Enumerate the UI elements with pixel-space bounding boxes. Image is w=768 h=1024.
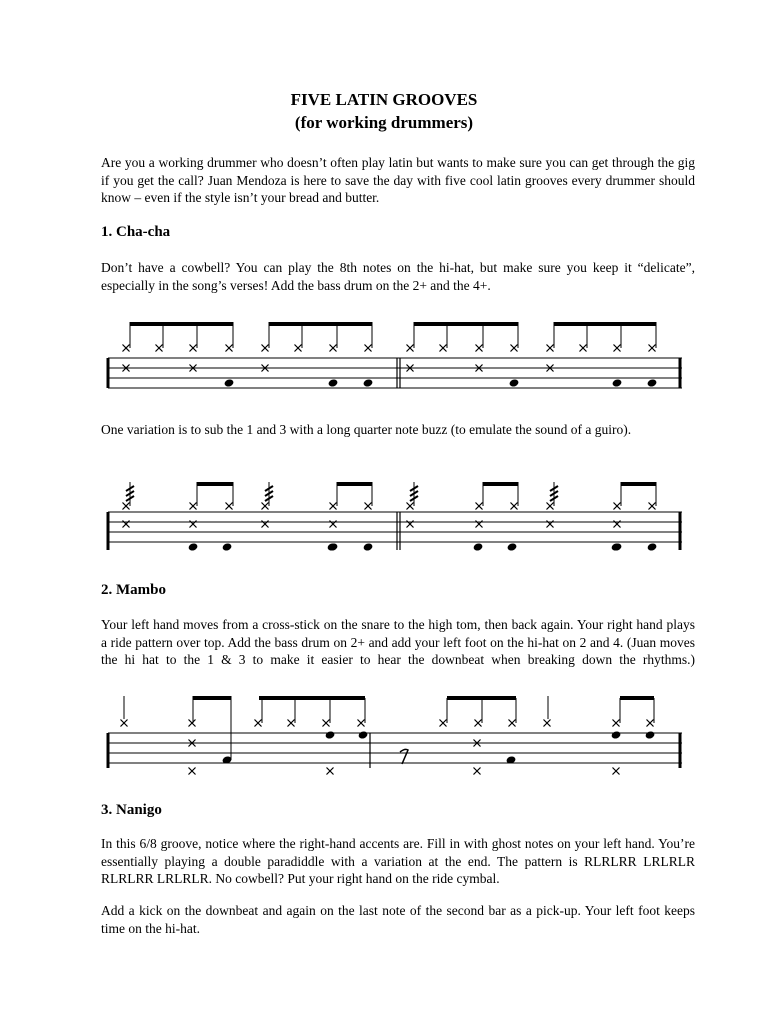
x-notehead xyxy=(327,768,334,775)
x-notehead xyxy=(330,345,337,352)
notehead xyxy=(612,378,623,387)
x-notehead xyxy=(189,768,196,775)
section-heading-mambo: 2. Mambo xyxy=(101,582,166,598)
notehead xyxy=(325,730,336,739)
notation-staff-cha-cha xyxy=(100,310,690,395)
x-notehead xyxy=(407,345,414,352)
x-notehead xyxy=(647,720,654,727)
x-notehead xyxy=(121,720,128,727)
x-notehead xyxy=(440,720,447,727)
section-heading-nanigo: 3. Nanigo xyxy=(101,802,162,818)
x-notehead xyxy=(580,345,587,352)
buzz-roll-mark xyxy=(126,486,134,501)
notehead xyxy=(647,378,658,387)
x-notehead xyxy=(511,503,518,510)
x-notehead xyxy=(614,503,621,510)
notation-staff-cha-cha-variation xyxy=(100,472,690,557)
x-notehead xyxy=(509,720,516,727)
x-notehead xyxy=(475,720,482,727)
staff-lines xyxy=(108,358,682,388)
x-notehead xyxy=(649,503,656,510)
x-notehead xyxy=(189,720,196,727)
notehead xyxy=(611,730,622,739)
notehead xyxy=(612,542,623,551)
x-notehead xyxy=(295,345,302,352)
buzz-roll-mark xyxy=(265,486,273,501)
mambo-paragraph-1: Your left hand moves from a cross-stick on the snare to the high tom, then back again. Your right hand plays a ride pattern over top. Add the bass drum on 2+ and add your left foot on the hi-hat on 2 and 4. (Juan moves the hi hat to the 1 & 3 to make it easier to hear the downbeat when breaking down the rhythms.) xyxy=(101,617,695,667)
x-notehead xyxy=(365,503,372,510)
staff-lines xyxy=(108,733,682,763)
notehead xyxy=(507,542,518,551)
x-notehead xyxy=(226,503,233,510)
x-notehead xyxy=(407,503,414,510)
notehead xyxy=(363,378,374,387)
x-notehead xyxy=(190,345,197,352)
document-title: FIVE LATIN GROOVES xyxy=(290,90,478,109)
x-notehead xyxy=(262,345,269,352)
notehead xyxy=(473,542,484,551)
x-notehead xyxy=(358,720,365,727)
cha-cha-paragraph-2: One variation is to sub the 1 and 3 with a long quarter note buzz (to emulate the sound of a guiro). xyxy=(101,422,632,437)
notehead xyxy=(224,378,235,387)
nanigo-paragraph-1: In this 6/8 groove, notice where the right-hand accents are. Fill in with ghost notes on your left hand. You’re essentially playing a double paradiddle with a variation at the end. The pattern is RLRLRR LRLRLR RLRLRR LRLRLR. No cowbell? Put your right hand on the ride cymbal. xyxy=(101,836,695,886)
x-notehead xyxy=(156,345,163,352)
staff-lines xyxy=(108,512,682,542)
x-notehead xyxy=(476,503,483,510)
notehead xyxy=(328,378,339,387)
x-notehead xyxy=(613,768,620,775)
x-notehead xyxy=(323,720,330,727)
buzz-roll-mark xyxy=(550,486,558,501)
x-notehead xyxy=(476,345,483,352)
x-notehead xyxy=(614,345,621,352)
x-notehead xyxy=(474,768,481,775)
notehead xyxy=(647,542,658,551)
x-notehead xyxy=(123,345,130,352)
x-notehead xyxy=(226,345,233,352)
notehead xyxy=(363,542,374,551)
notehead xyxy=(645,730,656,739)
x-notehead xyxy=(649,345,656,352)
x-notehead xyxy=(613,720,620,727)
x-notehead xyxy=(365,345,372,352)
x-notehead xyxy=(190,503,197,510)
x-notehead xyxy=(288,720,295,727)
x-notehead xyxy=(262,503,269,510)
notehead xyxy=(328,542,339,551)
buzz-roll-mark xyxy=(410,486,418,501)
section-heading-cha-cha: 1. Cha-cha xyxy=(101,224,171,240)
notehead xyxy=(188,542,199,551)
x-notehead xyxy=(511,345,518,352)
x-notehead xyxy=(547,503,554,510)
notehead xyxy=(509,378,520,387)
x-notehead xyxy=(544,720,551,727)
x-notehead xyxy=(547,345,554,352)
notation-staff-mambo xyxy=(100,688,690,783)
eighth-rest xyxy=(400,749,408,764)
document-subtitle: (for working drummers) xyxy=(294,113,474,132)
nanigo-paragraph-2: Add a kick on the downbeat and again on the last note of the second bar as a pick-up. Your left foot keeps time on the hi-hat. xyxy=(101,903,695,936)
x-notehead xyxy=(123,503,130,510)
cha-cha-paragraph-1: Don’t have a cowbell? You can play the 8th notes on the hi-hat, but make sure you keep it “delicate”, especially in the song’s verses! Add the bass drum on the 2+ and the 4+. xyxy=(101,260,695,293)
intro-paragraph: Are you a working drummer who doesn’t often play latin but wants to make sure you can get through the gig if you get the call? Juan Mendoza is here to save the day with five cool latin grooves every drummer should know – even if the style isn’t your bread and butter. xyxy=(101,155,695,205)
x-notehead xyxy=(440,345,447,352)
x-notehead xyxy=(255,720,262,727)
notehead xyxy=(358,730,369,739)
notehead xyxy=(222,542,233,551)
x-notehead xyxy=(330,503,337,510)
